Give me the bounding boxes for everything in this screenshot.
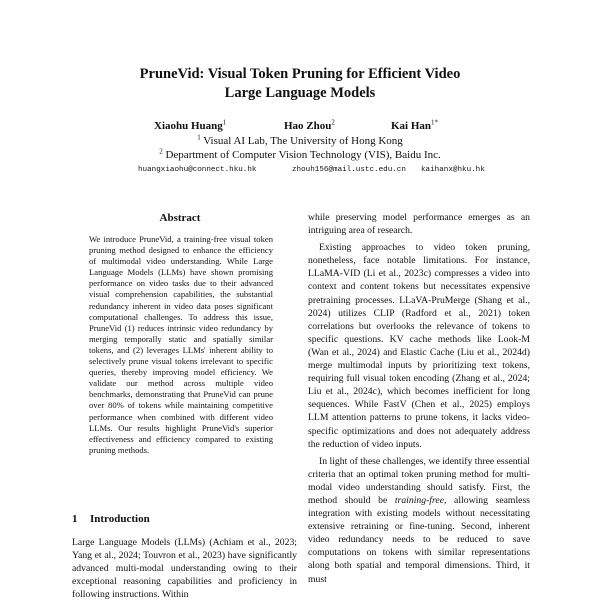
intro-paragraph: Large Language Models (LLMs) (Achiam et al., 2023; Yang et al., 2024; Touvron et al., 2023) have significantly advanced multi-modal understanding owing to their exceptional reasoning capabilities and proficiency in following instructions. Within: [72, 537, 297, 601]
section-heading-introduction: [72, 513, 292, 525]
abstract-heading: Abstract: [159, 212, 201, 224]
body-paragraph-3: In light of these challenges, we identify three essential criteria that an optimal token pruning method for multi-modal video understanding should satisfy. First, the method should be training-free, allowing seamless integration with existing models without necessitating extensive retraining or fine-tuning. Second, inherent video redundancy needs to be reduced to save computations on tokens with similar representations along both spatial and temporal dimensions. Third, it must: [308, 455, 530, 585]
abstract-text: We introduce PruneVid, a training-free visual token pruning method designed to enhance the efficiency of multimodal video understanding. While Large Language Models (LLMs) have shown promising performance on video tasks due to their advanced visual comprehension capabilities, the substantial redundancy inherent in video data poses significant computational challenges. To address this issue, PruneVid (1) reduces intrinsic video redundancy by merging temporally static and spatially similar tokens, and (2) leverages LLMs' inherent ability to selectively prune visual tokens irrelevant to specific queries, thereby improving model efficiency. We validate our method across multiple video benchmarks, demonstrating that PruneVid can prune over 80% of tokens while maintaining competitive performance when combined with different video LLMs. Our results highlight PruneVid's superior effectiveness and efficiency compared to existing pruning methods.: [89, 234, 273, 455]
affiliation-2: $^2$ Department of Computer Vision Technology (VIS), Baidu Inc.: [159, 147, 441, 161]
email-link[interactable]: huangxiaohu@connect.hku.hk: [138, 166, 257, 174]
title-line-1: PruneVid: Visual Token Pruning for Efficient Video: [139, 66, 461, 82]
author-mark: 1: [222, 118, 227, 127]
email-list: [80, 166, 520, 178]
email-link[interactable]: zhouh156@mail.ustc.edu.cn: [292, 166, 406, 174]
emphasis-training-free: training-free: [394, 494, 445, 506]
paper-title: [100, 65, 500, 103]
right-column: [308, 211, 530, 586]
affiliation-1: $^1$ Visual AI Lab, The University of Hong Kong: [197, 133, 403, 147]
section-number: 1: [72, 513, 78, 525]
author-hao-zhou: Hao Zhou$^2$: [284, 118, 335, 132]
author-kai-han: Kai Han$^{1*}$: [391, 118, 439, 132]
author-list: [110, 120, 490, 134]
author-mark: 1*: [431, 118, 439, 127]
email-link[interactable]: kaihanx@hku.hk: [421, 166, 485, 174]
author-xiaohu-huang: Xiaohu Huang$^1$: [154, 118, 227, 132]
section-title: Introduction: [90, 513, 150, 525]
title-line-2: Large Language Models: [224, 85, 376, 101]
body-paragraph-1: while preserving model performance emerges as an intriguing area of research.: [308, 212, 530, 237]
author-mark: 2: [331, 118, 335, 127]
body-paragraph-2: Existing approaches to video token pruning, nonetheless, face notable limitations. For instance, LLaMA-VID (Li et al., 2023c) compresses a video into context and content tokens but necessitates expensive pretraining processes. LLaVA-PruMerge (Shang et al., 2024) utilizes CLIP (Radford et al., 2021) token correlations but overlooks the relevance of tokens to specific questions. KV cache methods like Look-M (Wan et al., 2024) and Elastic Cache (Liu et al., 2024d) merge multimodal inputs by prioritizing text tokens, requiring full visual token encoding (Zhang et al., 2024; Liu et al., 2024c), which becomes inefficient for long sequences. While FastV (Chen et al., 2025) employs LLM attention patterns to prune tokens, it lacks video-specific optimizations and does not adequately address the reduction of video inputs.: [308, 242, 530, 450]
